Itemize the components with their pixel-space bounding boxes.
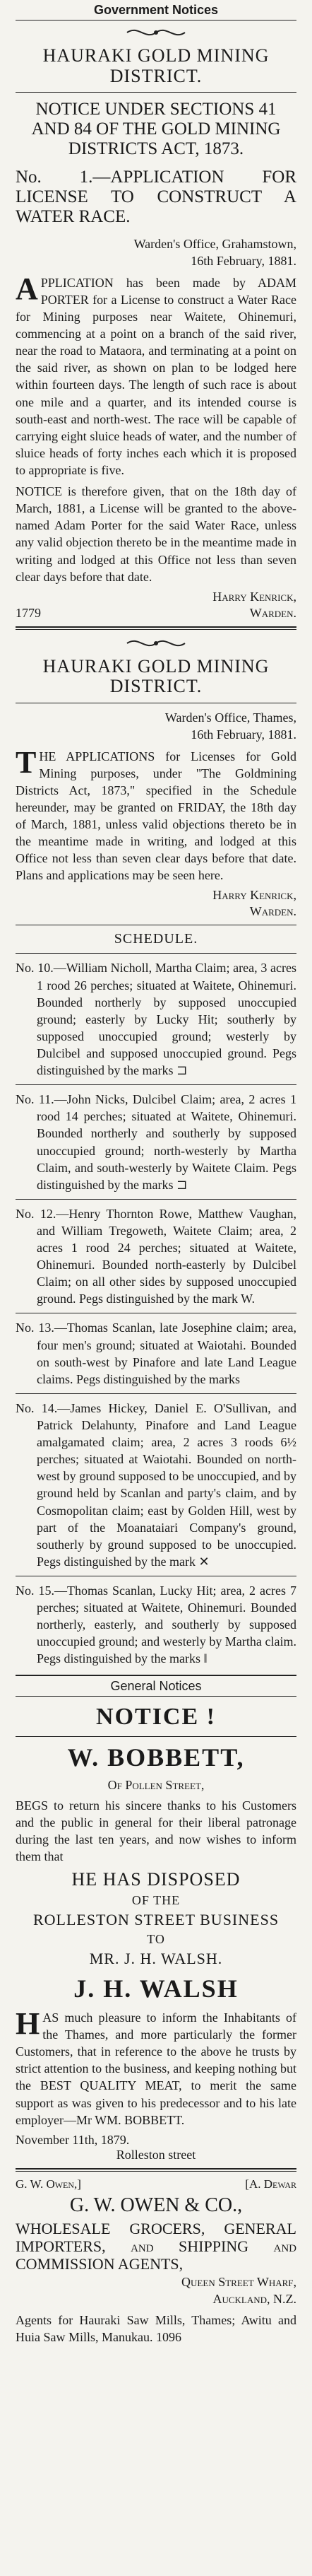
notice2-para1: THE APPLICATIONS for Licenses for Gold Mining purposes, under "The Goldmining Districts Act, 1873," specified in the Schedule hereunder, may be granted on FRIDAY, the 18th day of March, 1881, unless valid objections thereto be in the meantime made in writing, and lodged at this Office not less than seven clear days before that date. Plans and applications may be seen here. <box>16 744 296 883</box>
notice1-para1: APPLICATION has been made by ADAM PORTER for a License to construct a Water Race for Mining purposes near Waitete, Ohinemuri, commencing at a point on a branch of the said river, near the road to Mataora, and terminating at a point on the said river, as shown on plan to be lodged here within fourteen days. The length of such race is about one mile and a quarter, and its intended course is south-east and north-west. The race will be capable of carrying eight sluice heads of water, and the number of sluice heads of forty inches each which it is proposed to appropriate is five. <box>16 271 296 477</box>
ad1-name: W. BOBBETT, <box>67 1743 245 1772</box>
schedule-entry: No. 10.—William Nicholl, Martha Claim; area, 3 acres 1 rood 26 perches; situated at Waitete, Ohinemuri. Bounded northerly by supposed unoccupied ground; easterly by Lucky Hit; southerly by supposed unoccupied ground; westerly by Dulcibel and supposed unoccupied ground. Pegs distinguished by the marks ⊐ <box>16 961 296 1078</box>
ad3-number: 1096 <box>155 2330 181 2345</box>
ad3-right: [A. Dewar <box>245 2177 296 2191</box>
divider <box>16 1393 296 1394</box>
notice2-role: Warden. <box>249 904 296 919</box>
ad3-left: G. W. Owen,] <box>16 2177 81 2191</box>
divider <box>16 1084 296 1085</box>
ad1-body: BEGS to return his sincere thanks to his Customers and the public in general for their liberal patronage during the last ten years, and now wishes to inform them that <box>16 1798 296 1863</box>
ad2-date: November 11th, 1879. <box>16 2132 130 2147</box>
notice1-office: Warden's Office, Grahamstown, <box>133 237 296 252</box>
schedule-entry: No. 13.—Thomas Scanlan, late Josephine claim; area, four men's ground; situated at Waiotahi. Bounded on south-west by Pinafore and late Land League claims. Pegs distinguished by the marks <box>16 1321 296 1386</box>
ad1-line5: MR. J. H. WALSH. <box>89 1950 223 1967</box>
ad1-line3: ROLLESTON STREET BUSINESS <box>32 1911 280 1928</box>
ad3-title: G. W. OWEN & CO., <box>69 2194 243 2216</box>
notice2-office: Warden's Office, Thames, <box>164 710 296 725</box>
ornament-divider <box>16 636 296 651</box>
ad1-line4: TO <box>147 1932 165 1946</box>
notice2-title: HAURAKI GOLD MINING DISTRICT. <box>42 655 270 697</box>
ad1-title: NOTICE ! <box>96 1703 216 1730</box>
ad3-addr2: Auckland, N.Z. <box>212 2291 296 2306</box>
divider <box>16 1199 296 1200</box>
notice2-date: 16th February, 1881. <box>191 727 296 742</box>
ad3-addr1: Queen Street Wharf, <box>181 2274 296 2289</box>
ad1-line2: OF THE <box>131 1893 181 1907</box>
section-heading-general: General Notices <box>16 1675 296 1697</box>
notice2-signer: Harry Kenrick, <box>212 888 296 903</box>
notice1-number: 1779 <box>16 605 41 620</box>
ornament-divider <box>16 25 296 40</box>
schedule-entry: No. 14.—James Hickey, Daniel E. O'Sullivan, and Patrick Delahunty, Pinafore and Land League amalgamated claim; area, 2 acres 3 roods 6½ perches; situated at Waiotahi. Bounded on north-west by ground supposed to be unoccupied, and by ground held by Scanlan and party's claim, and by Cosmopolitan claim; east by Golden Hill, west by part of the Moanataiari Company's ground, southerly by ground supposed to be unoccupied. Pegs distinguished by the mark ✕ <box>16 1400 296 1569</box>
ad1-line1: HE HAS DISPOSED <box>71 1869 241 1890</box>
notice1-role: Warden. <box>249 605 296 620</box>
notice1-item: No. 1.—APPLICATION FOR LICENSE TO CONSTRUCT A WATER RACE. <box>16 168 296 227</box>
ad3-agents: Agents for Hauraki Saw Mills, Thames; Awitu and Huia Saw Mills, Manukau. 1096 <box>16 2313 296 2345</box>
section-heading-government: Government Notices <box>16 0 296 21</box>
schedule-title: SCHEDULE. <box>114 931 198 947</box>
notice1-footer <box>16 606 296 621</box>
divider <box>16 1736 296 1737</box>
notice1-title: HAURAKI GOLD MINING DISTRICT. <box>42 45 270 86</box>
notice1-date: 16th February, 1881. <box>191 254 296 269</box>
drop-cap: H <box>16 2006 40 2041</box>
divider <box>16 626 296 630</box>
notice1-headline: NOTICE UNDER SECTIONS 41 AND 84 OF THE GOLD MINING DISTRICTS ACT, 1873. <box>31 100 281 159</box>
divider <box>16 92 296 93</box>
notice1-signer: Harry Kenrick, <box>212 589 296 604</box>
ad3-header <box>16 2177 296 2191</box>
ad2-street: Rolleston street <box>116 2147 196 2162</box>
notice1-para2: NOTICE is therefore given, that on the 18th day of March, 1881, a License will be granted to the above-named Adam Porter for the said Water Race, unless any valid objection thereto be in the meantime made in writing and lodged at this Office not less than seven clear days before that date. <box>16 484 296 584</box>
divider <box>16 2168 296 2172</box>
drop-cap: T <box>16 744 37 780</box>
drop-cap: A <box>16 271 38 306</box>
schedule-entry: No. 12.—Henry Thornton Rowe, Matthew Vaughan, and William Tregoweth, Waitete Claim; area, 2 acres 1 rood 24 perches; situated at Waitete, Ohinemuri. Bounded north-easterly by Dulcibel Claim; on all other sides by supposed unoccupied ground. Pegs distinguished by the mark W. <box>16 1206 296 1306</box>
ad2-name: J. H. WALSH <box>73 1974 239 2003</box>
schedule-entry: No. 15.—Thomas Scanlan, Lucky Hit; area, 2 acres 7 perches; situated at Waitete, Ohinemuri. Bounded northerly, easterly, and southerly by supposed unoccupied ground; and westerly by Martha claim. Pegs distinguished by the marks ‖ <box>16 1583 296 1666</box>
ad1-of: Of Pollen Street, <box>107 1777 205 1792</box>
ad2-body: HAS much pleasure to inform the Inhabitants of the Thames, and more particularly the former Customers, that in reference to the above he trusts by strict attention to the business, and keeping nothing but the BEST QUALITY MEAT, to merit the same support as was given to his predecessor and to his late employer—Mr WM. BOBBETT. <box>16 2006 296 2127</box>
divider <box>16 953 296 954</box>
schedule-entry: No. 11.—John Nicks, Dulcibel Claim; area, 2 acres 1 rood 14 perches; situated at Waitete, Ohinemuri. Bounded northerly and southerly by supposed unoccupied ground; north-westerly by Martha Claim, and south-westerly by Waitete Claim. Pegs distinguished by the marks ⊐ <box>16 1092 296 1192</box>
ad3-body: WHOLESALE GROCERS, GENERAL IMPORTERS, and SHIPPING and COMMISSION AGENTS, <box>16 2219 296 2273</box>
